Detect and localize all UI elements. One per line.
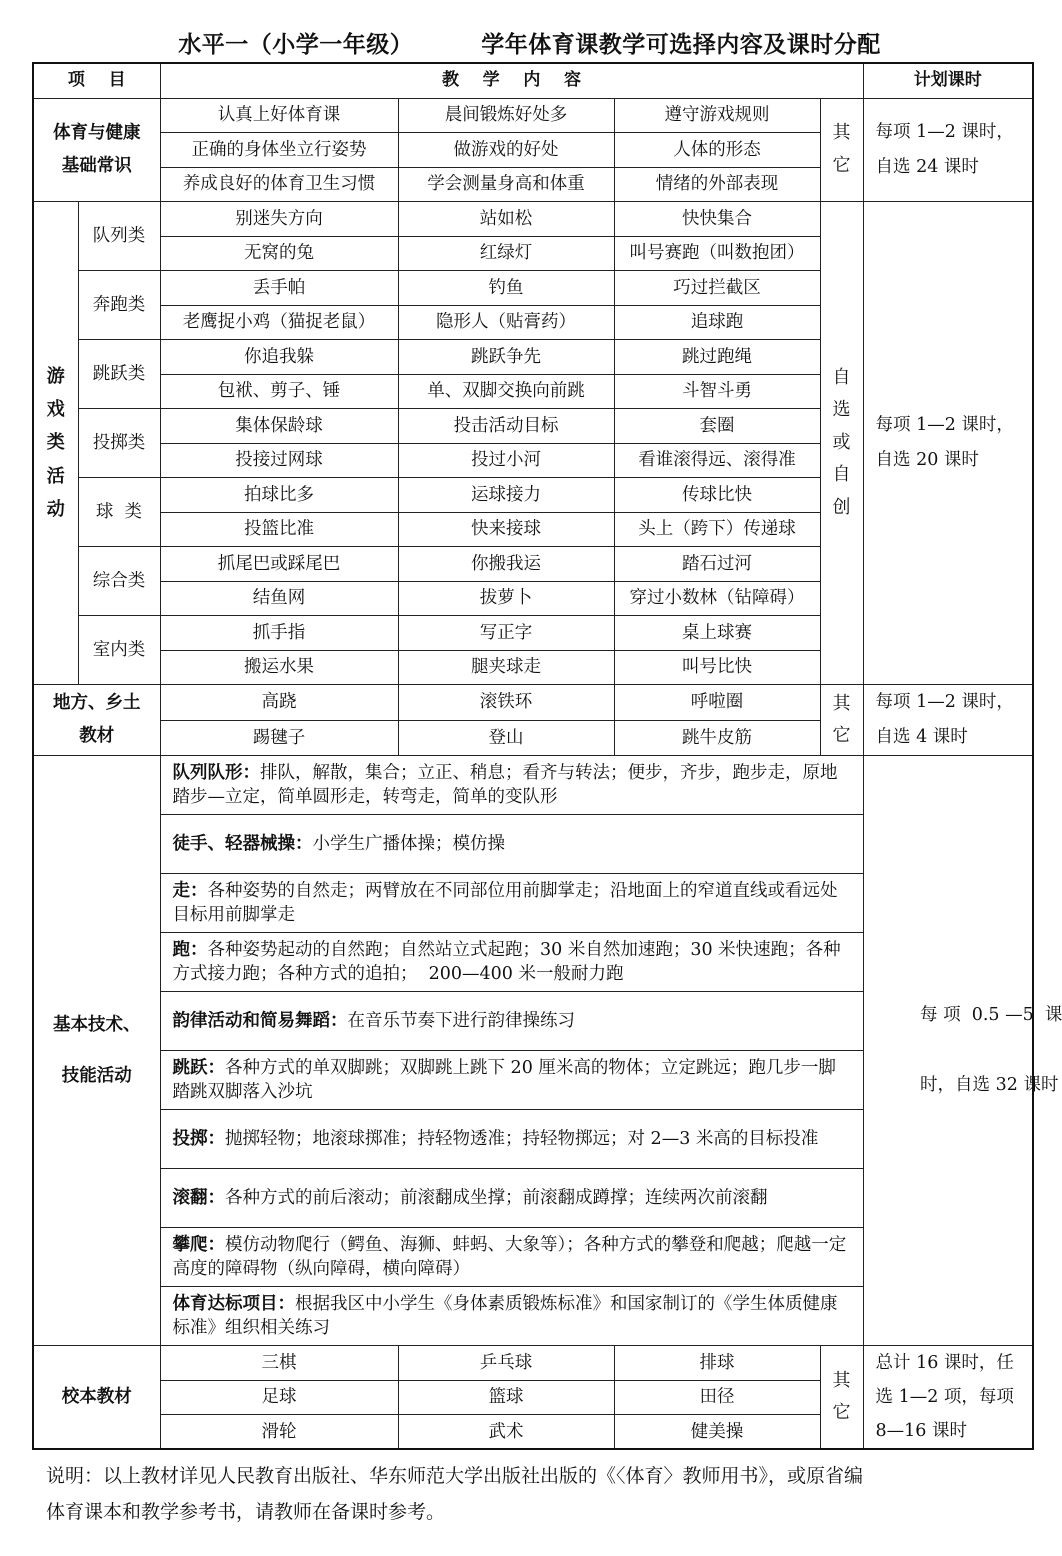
- game-cell: 桌上球赛: [614, 616, 820, 651]
- game-cell: 快来接球: [398, 512, 614, 547]
- page-title: 水平一（小学一年级） 学年体育课教学可选择内容及课时分配: [178, 32, 881, 58]
- basics-name-1: 体育与健康: [53, 122, 141, 143]
- school-hours-1: 总计 16 课时，任: [875, 1353, 1014, 1373]
- footnote-line-2: 体育课本和教学参考书，请教师在备课时参考。: [46, 1501, 446, 1523]
- skills-name-2: 技能活动: [61, 1065, 132, 1086]
- basics-name-2: 基础常识: [61, 155, 132, 176]
- skill-text: 各种方式的前后滚动；前滚翻成坐撑；前滚翻成蹲撑；连续两次前滚翻: [225, 1187, 768, 1208]
- game-cell: 投过小河: [398, 443, 614, 478]
- games-name-char: 游: [46, 365, 65, 387]
- game-cell: 看谁滚得远、滚得准: [614, 443, 820, 478]
- games-other-char: 自: [832, 367, 851, 389]
- game-cell: 快快集合: [614, 202, 820, 237]
- game-cell: 丢手帕: [160, 271, 398, 306]
- basics-other-1: 其: [832, 122, 851, 144]
- header-hours: 计划课时: [863, 63, 1033, 98]
- game-cell: 别迷失方向: [160, 202, 398, 237]
- skill-label: 韵律活动和简易舞蹈：: [172, 1010, 348, 1031]
- school-category: 校本教材: [33, 1346, 160, 1450]
- basics-cell: 人体的形态: [614, 133, 820, 168]
- game-cell: 腿夹球走: [398, 650, 614, 685]
- basics-cell: 学会测量身高和体重: [398, 167, 614, 202]
- skill-text: 根据我区中小学生《身体素质锻炼标准》和国家制订的《学生体质健康标准》组织相关练习: [172, 1293, 838, 1338]
- game-group-name: 球 类: [78, 478, 160, 547]
- basics-cell: 养成良好的体育卫生习惯: [160, 167, 398, 202]
- local-hours: [863, 685, 1033, 756]
- game-cell: 穿过小数林（钻障碍）: [614, 581, 820, 616]
- game-group-name: 综合类: [78, 547, 160, 616]
- local-cell: 踢毽子: [160, 720, 398, 756]
- game-cell: 你追我躲: [160, 340, 398, 375]
- game-cell: 传球比快: [614, 478, 820, 513]
- local-name-1: 地方、乡土: [53, 692, 141, 713]
- school-cell: 三棋: [160, 1346, 398, 1381]
- skill-item: [160, 933, 863, 992]
- basics-hours-2: 自选 24 课时: [875, 156, 979, 177]
- game-cell: 站如松: [398, 202, 614, 237]
- skills-hours-2: 时，自选 32 课时: [920, 1075, 1059, 1095]
- games-other-char: 创: [832, 496, 851, 518]
- footnote: [46, 1458, 1026, 1530]
- games-other: [820, 202, 863, 685]
- game-cell: 运球接力: [398, 478, 614, 513]
- skill-text: 各种姿势起动的自然跑；自然站立式起跑；30 米自然加速跑；30 米快速跑；各种方式接力跑；各种方式的追拍； 200—400 米一般耐力跑: [172, 939, 841, 984]
- basics-cell: 晨间锻炼好处多: [398, 98, 614, 133]
- skill-item: [160, 874, 863, 933]
- skills-hours: [863, 756, 1062, 1346]
- local-hours-2: 自选 4 课时: [875, 727, 968, 747]
- game-cell: 集体保龄球: [160, 409, 398, 444]
- skill-item: [160, 1169, 863, 1228]
- school-cell: 滑轮: [160, 1415, 398, 1450]
- local-cell: 呼啦圈: [614, 685, 820, 721]
- game-cell: 老鹰捉小鸡（猫捉老鼠）: [160, 305, 398, 340]
- footnote-line-1: 说明：以上教材详见人民教育出版社、华东师范大学出版社出版的《〈体育〉教师用书》，或原省编: [46, 1465, 864, 1487]
- game-cell: 抓手指: [160, 616, 398, 651]
- school-cell: 健美操: [614, 1415, 820, 1450]
- basics-hours: [863, 98, 1033, 202]
- skill-item: [160, 756, 863, 815]
- game-cell: 结鱼网: [160, 581, 398, 616]
- skill-label: 队列队形：: [172, 762, 260, 783]
- games-hours-2: 自选 20 课时: [875, 450, 979, 470]
- game-cell: 投接过网球: [160, 443, 398, 478]
- basics-cell: 认真上好体育课: [160, 98, 398, 133]
- game-cell: 单、双脚交换向前跳: [398, 374, 614, 409]
- game-cell: 抓尾巴或踩尾巴: [160, 547, 398, 582]
- game-cell: 头上（跨下）传递球: [614, 512, 820, 547]
- school-other-1: 其: [832, 1369, 851, 1391]
- local-cell: 跳牛皮筋: [614, 720, 820, 756]
- game-cell: 巧过拦截区: [614, 271, 820, 306]
- school-hours-2: 选 1—2 项，每项: [875, 1387, 1014, 1408]
- skill-item: [160, 992, 863, 1051]
- school-hours: [863, 1346, 1033, 1450]
- skills-hours-1: 每 项 0.5 —5 课: [920, 1005, 1062, 1025]
- game-cell: 红绿灯: [398, 236, 614, 271]
- game-group-name: 投掷类: [78, 409, 160, 478]
- skill-item: [160, 1110, 863, 1169]
- game-cell: 叫号比快: [614, 650, 820, 685]
- game-cell: 写正字: [398, 616, 614, 651]
- game-cell: 搬运水果: [160, 650, 398, 685]
- games-other-char: 选: [832, 399, 851, 421]
- game-cell: 拍球比多: [160, 478, 398, 513]
- games-category: [33, 202, 78, 685]
- skill-label: 体育达标项目：: [172, 1293, 295, 1314]
- game-cell: 跳过跑绳: [614, 340, 820, 375]
- school-cell: 排球: [614, 1346, 820, 1381]
- school-cell: 篮球: [398, 1380, 614, 1415]
- basics-cell: 正确的身体坐立行姿势: [160, 133, 398, 168]
- games-hours: [863, 202, 1033, 685]
- game-cell: 斗智斗勇: [614, 374, 820, 409]
- school-cell: 武术: [398, 1415, 614, 1450]
- game-group-name: 跳跃类: [78, 340, 160, 409]
- skill-text: 抛掷轻物；地滚球掷准；持轻物透准；持轻物掷远；对 2—3 米高的目标投准: [225, 1128, 819, 1149]
- basics-other: [820, 98, 863, 202]
- game-cell: 叫号赛跑（叫数抱团）: [614, 236, 820, 271]
- game-group-name: 队列类: [78, 202, 160, 271]
- local-cell: 滚铁环: [398, 685, 614, 721]
- basics-hours-1: 每项 1—2 课时，: [875, 121, 1014, 142]
- local-cell: 高跷: [160, 685, 398, 721]
- skill-text: 在音乐节奏下进行韵律操练习: [347, 1010, 575, 1031]
- game-group-name: 室内类: [78, 616, 160, 685]
- game-cell: 投篮比准: [160, 512, 398, 547]
- skill-label: 走：: [172, 880, 208, 901]
- curriculum-table: [32, 62, 1062, 1450]
- game-cell: 追球跑: [614, 305, 820, 340]
- local-other-1: 其: [832, 692, 851, 714]
- game-cell: 无窝的兔: [160, 236, 398, 271]
- school-cell: 田径: [614, 1380, 820, 1415]
- skill-label: 跳跃：: [172, 1057, 225, 1078]
- game-cell: 你搬我运: [398, 547, 614, 582]
- school-cell: 乒乓球: [398, 1346, 614, 1381]
- skill-text: 模仿动物爬行（鳄鱼、海狮、蚌蚂、大象等）；各种方式的攀登和爬越；爬越一定高度的障碍物（纵向障碍，横向障碍）: [172, 1234, 847, 1279]
- header-content: 教 学 内 容: [160, 63, 863, 98]
- basics-cell: 做游戏的好处: [398, 133, 614, 168]
- skill-label: 跑：: [172, 939, 208, 960]
- game-cell: 包袱、剪子、锤: [160, 374, 398, 409]
- school-cell: 足球: [160, 1380, 398, 1415]
- skill-label: 滚翻：: [172, 1187, 225, 1208]
- games-name-char: 戏: [46, 399, 65, 421]
- skill-item: [160, 815, 863, 874]
- game-cell: 跳跃争先: [398, 340, 614, 375]
- skill-label: 攀爬：: [172, 1234, 225, 1255]
- games-other-char: 或: [832, 431, 851, 453]
- game-cell: 隐形人（贴膏药）: [398, 305, 614, 340]
- header-item: 项 目: [33, 63, 160, 98]
- skill-label: 徒手、轻器械操：: [172, 833, 313, 854]
- local-cell: 登山: [398, 720, 614, 756]
- basics-other-2: 它: [832, 154, 851, 176]
- skill-text: 各种方式的单双脚跳；双脚跳上跳下 20 厘米高的物体；立定跳远；跑几步一脚踏跳双脚落入沙坑: [172, 1057, 836, 1102]
- games-hours-1: 每项 1—2 课时，: [875, 415, 1014, 435]
- skill-text: 各种姿势的自然走；两臂放在不同部位用前脚掌走；沿地面上的窄道直线或看远处目标用前脚掌走: [172, 880, 838, 925]
- game-cell: 套圈: [614, 409, 820, 444]
- skill-item: [160, 1228, 863, 1287]
- local-other-2: 它: [832, 725, 851, 746]
- games-name-char: 活: [46, 465, 65, 487]
- skill-item: [160, 1287, 863, 1346]
- game-cell: 投击活动目标: [398, 409, 614, 444]
- school-hours-3: 8—16 课时: [875, 1421, 967, 1442]
- school-other-2: 它: [832, 1402, 851, 1424]
- skill-text: 小学生广播体操；模仿操: [312, 833, 505, 854]
- skills-category: [33, 756, 160, 1346]
- local-other: [820, 685, 863, 756]
- local-hours-1: 每项 1—2 课时，: [875, 692, 1014, 712]
- school-other: [820, 1346, 863, 1450]
- basics-category: [33, 98, 160, 202]
- game-cell: 钓鱼: [398, 271, 614, 306]
- skills-name-1: 基本技术、: [53, 1014, 141, 1035]
- games-other-char: 自: [832, 464, 851, 486]
- basics-cell: 情绪的外部表现: [614, 167, 820, 202]
- game-cell: 踏石过河: [614, 547, 820, 582]
- skill-label: 投掷：: [172, 1128, 225, 1149]
- games-name-char: 类: [46, 432, 65, 454]
- game-cell: 拔萝卜: [398, 581, 614, 616]
- game-group-name: 奔跑类: [78, 271, 160, 340]
- basics-cell: 遵守游戏规则: [614, 98, 820, 133]
- local-category: [33, 685, 160, 756]
- local-name-2: 教材: [79, 726, 115, 746]
- games-name-char: 动: [46, 498, 65, 520]
- skill-text: 排队，解散，集合；立正、稍息；看齐与转法；便步，齐步，跑步走，原地踏步—立定，简单圆形走，转弯走，简单的变队形: [172, 762, 838, 807]
- skill-item: [160, 1051, 863, 1110]
